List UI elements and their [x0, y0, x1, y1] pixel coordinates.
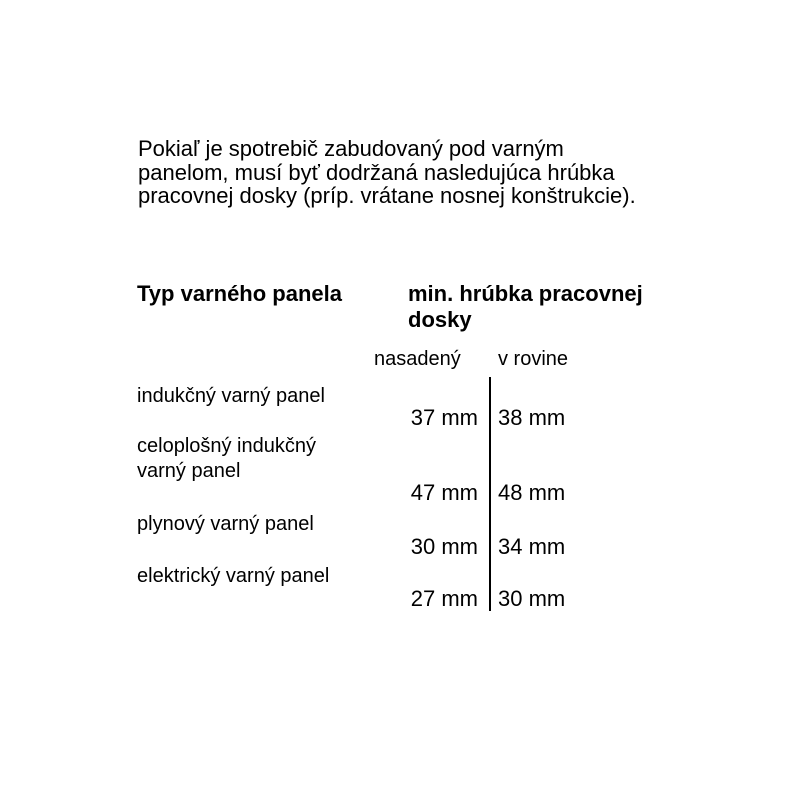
subheader-nasadeny: nasadený — [374, 348, 461, 370]
row-label-electric: elektrický varný panel — [137, 565, 330, 587]
row-label-induction: indukčný varný panel — [137, 385, 325, 407]
row-full-surface-induction-v-rovine: 48 mm — [498, 480, 566, 505]
row-induction-v-rovine: 38 mm — [498, 405, 566, 430]
intro-paragraph: Pokiaľ je spotrebič zabudovaný pod varným panelom, musí byť dodržaná nasledujúca hrúbka pracovnej dosky (príp. vrátane nosnej konštrukcie). — [138, 136, 636, 208]
row-induction-nasadeny: 37 mm — [410, 405, 478, 430]
row-full-surface-induction-nasadeny: 47 mm — [410, 480, 478, 505]
row-label-full-surface-induction: celoplošný indukčný varný panel — [137, 435, 316, 482]
row-electric-v-rovine: 30 mm — [498, 586, 566, 611]
row-gas-nasadeny: 30 mm — [410, 534, 478, 559]
column-divider — [489, 377, 491, 611]
row-gas-v-rovine: 34 mm — [498, 534, 566, 559]
header-cooktop-type: Typ varného panela — [137, 281, 342, 306]
header-min-thickness: min. hrúbka pracovnej dosky — [408, 281, 643, 332]
row-label-gas: plynový varný panel — [137, 513, 314, 535]
row-electric-nasadeny: 27 mm — [410, 586, 478, 611]
subheader-v-rovine: v rovine — [498, 348, 569, 370]
